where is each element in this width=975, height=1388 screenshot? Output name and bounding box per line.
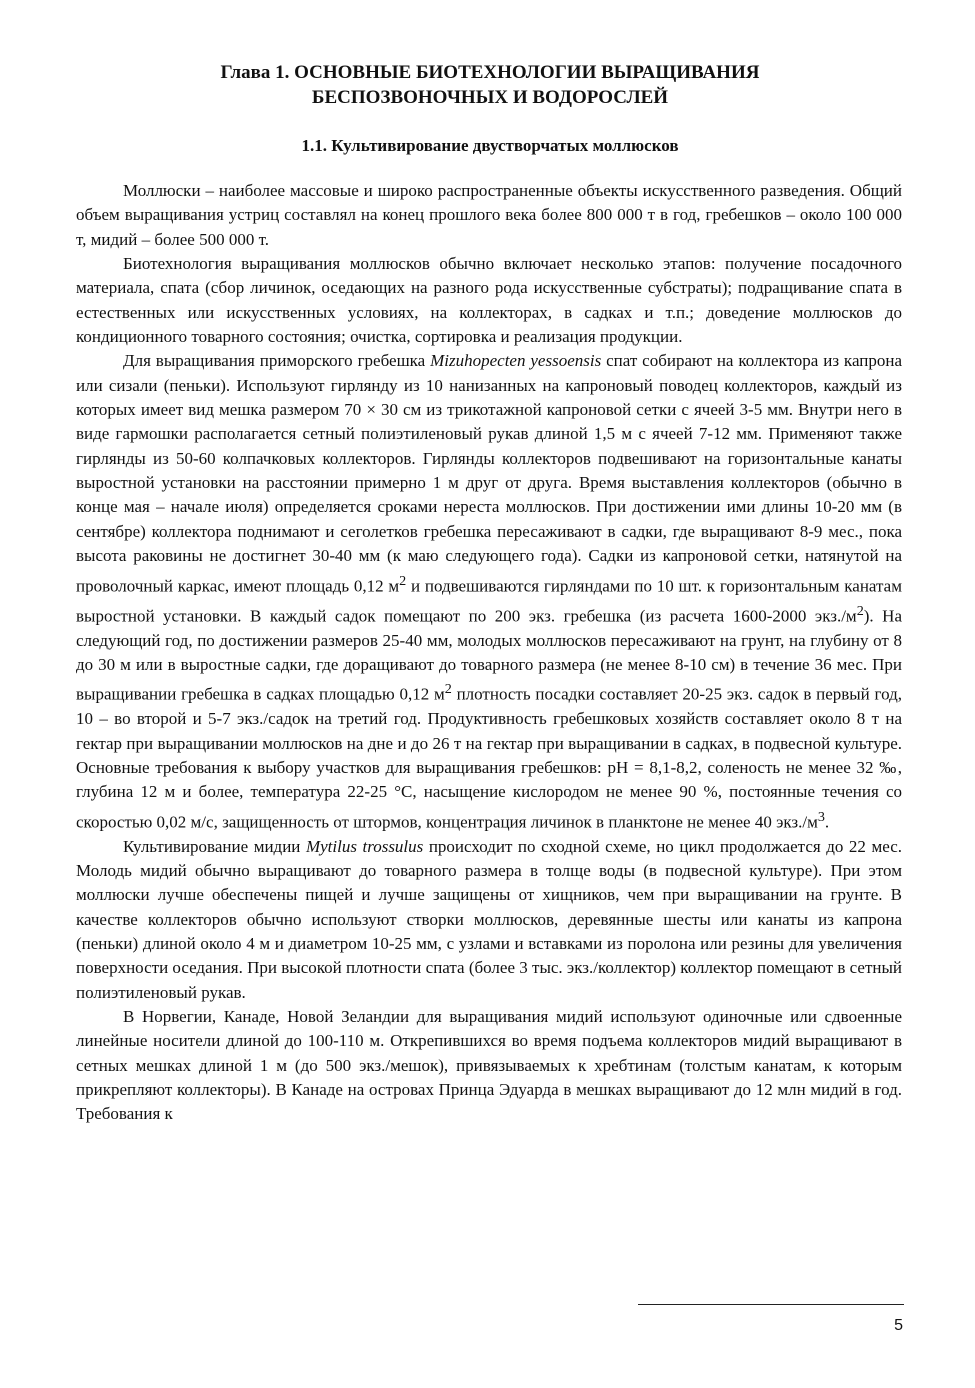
species-name-scallop: Mizuhopecten yessoensis <box>430 351 602 371</box>
paragraph-3-text-d: ). На следующий год, по достижении размеров 25-40 мм, молодых моллюсков пересаживают на грунт, на глубину от 8 до 30 м или в выростные садки, где доращивают до товарного размера (не менее 8-10 см) в течение 36 мес. При выращивании гребешка в садках площадью 0,12 м <box>76 606 903 704</box>
paragraph-3-text-c: и подвешиваются гирляндами по 10 шт. к горизонтальным канатам выростной установки. В каждый садок помещают по 200 экз. гребешка (из расчета 1600-2000 экз./м <box>76 576 902 626</box>
paragraph-3-text-a: Для выращивания приморского гребешка <box>123 351 431 371</box>
section-title: 1.1. Культивирование двустворчатых моллюсков <box>301 136 679 155</box>
paragraph-3-text-f: . <box>824 812 830 832</box>
page-number: 5 <box>894 1317 903 1334</box>
paragraph-2: Биотехнология выращивания моллюсков обычно включает несколько этапов: получение посадочного материала, спата (сбор личинок, оседающих на разного рода искусственные субстраты); подращивание спата в естественных или искусственных условиях, на коллекторах, в садках и т.п.; доведение моллюсков до кондиционного товарного состояния; очистка, сортировка и реализация продукции. <box>76 254 902 347</box>
chapter-title-line-1: Глава 1. ОСНОВНЫЕ БИОТЕХНОЛОГИИ ВЫРАЩИВАНИЯ <box>220 62 760 83</box>
superscript-2: 2 <box>444 681 452 698</box>
paragraph-5: В Норвегии, Канаде, Новой Зеландии для выращивания мидий используют одиночные или сдвоенные линейные носители длиной до 100-110 м. Открепившихся во время подъема коллекторов мидий выращивают в сетных мешках длиной 1 м (до 500 экз./мешок), привязываемых к хребтинам (толстым канатам, к которым прикрепляют коллекторы). В Канаде на островах Принца Эдуарда в мешках выращивают до 12 млн мидий в год. Требования к <box>76 1006 902 1124</box>
paragraph-4-text-a: Культивирование мидии <box>123 836 306 856</box>
superscript-2: 2 <box>399 572 407 589</box>
chapter-title-line-2: БЕСПОЗВОНОЧНЫХ И ВОДОРОСЛЕЙ <box>311 87 669 108</box>
paragraph-3 <box>76 349 902 834</box>
paragraph-4 <box>76 835 902 1005</box>
species-name-mussel: Mytilus trossulus <box>305 836 424 856</box>
footnote-divider <box>638 1304 904 1305</box>
paragraph-1: Моллюски – наиболее массовые и широко распространенные объекты искусственного разведения. Общий объем выращивания устриц составлял на конец прошлого века более 800 000 т в год, гребешков – около 100 000 т, мидий – более 500 000 т. <box>76 181 902 249</box>
chapter-title <box>110 60 870 110</box>
paragraph-3-text-e: плотность посадки составляет 20-25 экз. садок в первый год, 10 – во второй и 5-7 экз./садок на третий год. Продуктивность гребешковых хозяйств составляет около 8 т на гектар при выращивании моллюсков на дне и до 26 т на гектар при выращивании в садках, в подвесной культуре. Основные требования к выбору участков для выращивания гребешков: pH = 8,1-8,2, соленость не менее 32 ‰, глубина 12 м и более, температура 22-25 °С, насыщение кислородом не менее 90 %, постоянные течения со скоростью 0,02 м/с, защищенность от штормов, концентрация личинок в планктоне не менее 40 экз./м <box>76 684 902 832</box>
paragraph-4-text-b: происходит по сходной схеме, но цикл продолжается до 22 мес. Молодь мидий обычно выращивают до товарного размера в толще воды (в подвесной культуре). При этом моллюски лучше обеспечены пищей и лучше защищены от хищников, чем при выращивании на грунте. В качестве коллекторов обычно используют створки моллюсков, деревянные шесты или канаты из капрона (пеньки) длиной около 4 м и диаметром 10-25 мм, с узлами и вставками из поролона или резины для увеличения поверхности оседания. При высокой плотности спата (более 3 тыс. экз./коллектор) коллектор помещают в сетный полиэтиленовый рукав. <box>76 836 903 1002</box>
body-text <box>76 179 902 1127</box>
paragraph-3-text-b: спат собирают на коллектора из капрона или сизали (пеньки). Используют гирлянду из 10 нанизанных на капроновый поводец коллекторов, каждый из которых имеет вид мешка размером 70 × 30 см из трикотажной капроновой сетки с ячеей 3-5 мм. Внутри него в виде гармошки располагается сетный полиэтиленовый рукав длиной 1,5 м с ячеей 7-12 мм. Применяют также гирлянды из 50-60 колпачковых коллекторов. Гирлянды коллекторов подвешивают на горизонтальные канаты выростной установки на расстоянии примерно 1 м друг от друга. Время выставления коллекторов (обычно в конце мая – начале июля) определяется сроками нереста моллюсков. При достижении ими длины 10-20 мм (в сентябре) коллектора поднимают и сеголетков гребешка пересаживают в садки, где выращивают 8-9 мес., пока высота раковины не достигнет 30-40 мм (к маю следующего года). Садки из капроновой сетки, натянутой на проволочный каркас, имеют площадь 0,12 м <box>76 351 903 596</box>
superscript-3: 3 <box>817 808 825 825</box>
superscript-2: 2 <box>856 602 864 619</box>
